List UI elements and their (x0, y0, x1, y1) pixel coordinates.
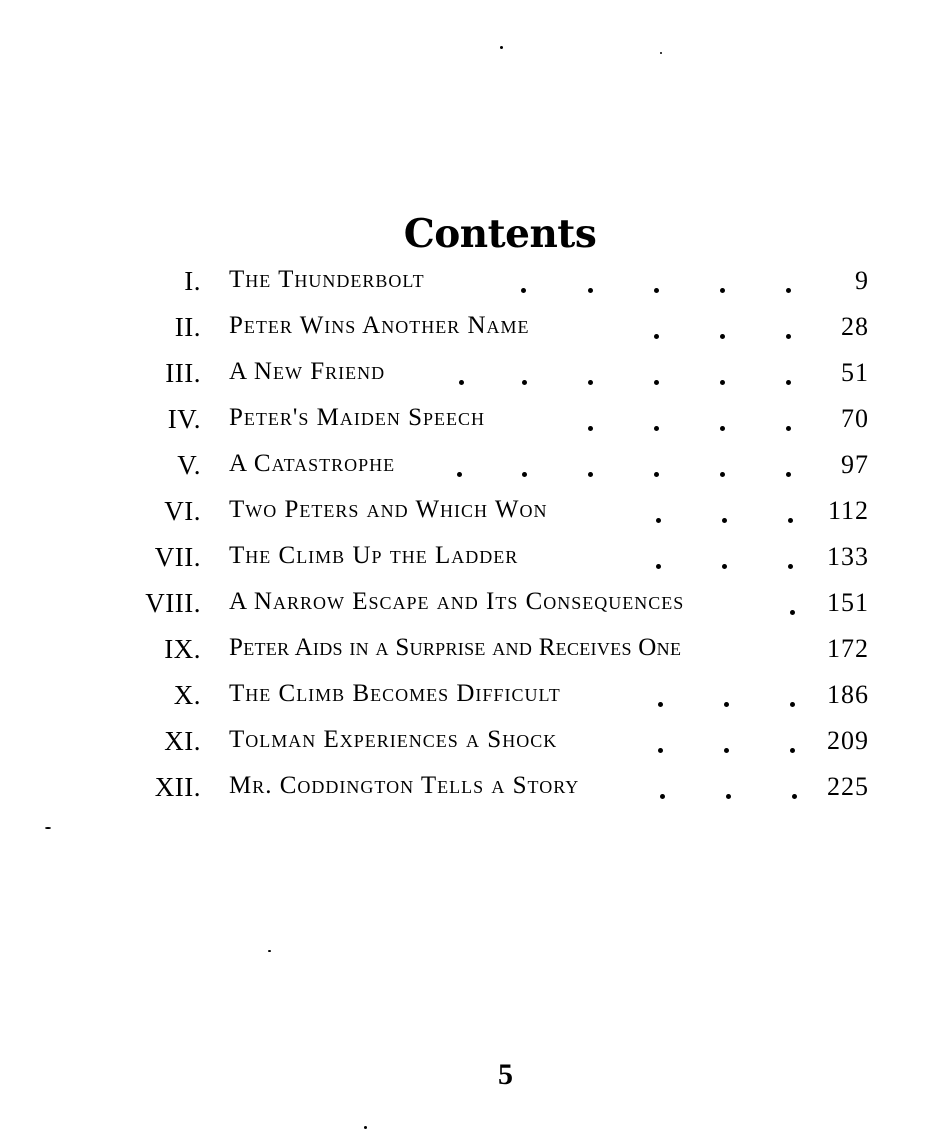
toc-entry (0, 308, 939, 354)
page-number: 51 (841, 358, 869, 387)
chapter-title: The Climb Becomes Difficult (229, 680, 561, 707)
toc-entry (0, 630, 939, 676)
chapter-number: XII. (154, 772, 201, 802)
chapter-title: A New Friend (229, 358, 386, 385)
chapter-title: Peter Wins Another Name (229, 312, 530, 339)
chapter-title: The Climb Up the Ladder (229, 542, 519, 569)
toc-entry (0, 492, 939, 538)
chapter-number: IX. (164, 634, 201, 664)
chapter-number: X. (173, 680, 201, 710)
table-of-contents (0, 262, 939, 814)
chapter-title: Peter's Maiden Speech (229, 404, 486, 431)
chapter-number: II. (174, 312, 201, 342)
page-number: 151 (827, 588, 869, 617)
paper-speck (268, 950, 271, 952)
paper-speck (660, 52, 662, 54)
chapter-title: A Catastrophe (229, 450, 396, 477)
chapter-number: VII. (154, 542, 201, 572)
toc-entry (0, 400, 939, 446)
toc-entry (0, 768, 939, 814)
chapter-number: XI. (164, 726, 201, 756)
page-number: 186 (827, 680, 869, 709)
chapter-number: I. (184, 266, 201, 296)
page-number: 133 (827, 542, 869, 571)
toc-entry (0, 262, 939, 308)
chapter-number: VI. (164, 496, 201, 526)
chapter-number: IV. (167, 404, 201, 434)
chapter-title: A Narrow Escape and Its Consequences (229, 588, 685, 615)
page-number: 9 (855, 266, 869, 295)
page-number: 112 (827, 496, 869, 525)
chapter-title: Tolman Experiences a Shock (229, 726, 558, 753)
paper-speck (500, 46, 503, 49)
page-number: 28 (841, 312, 869, 341)
toc-entry (0, 722, 939, 768)
toc-entry (0, 584, 939, 630)
toc-entry (0, 354, 939, 400)
chapter-title: Mr. Coddington Tells a Story (229, 772, 580, 799)
page-number: 97 (841, 450, 869, 479)
page-number: 209 (827, 726, 869, 755)
toc-entry (0, 446, 939, 492)
chapter-title: Peter Aids in a Surprise and Receives One (229, 634, 682, 661)
paper-speck (364, 1126, 367, 1129)
page-number: 172 (827, 634, 869, 663)
chapter-number: V. (177, 450, 201, 480)
chapter-number: VIII. (145, 588, 201, 618)
page-number: 225 (827, 772, 869, 801)
chapter-title: The Thunderbolt (229, 266, 425, 293)
toc-entry (0, 538, 939, 584)
chapter-title: Two Peters and Which Won (229, 496, 548, 523)
paper-speck (45, 827, 51, 829)
page-folio: 5 (498, 1058, 513, 1091)
chapter-number: III. (165, 358, 201, 388)
page-title: Contents (403, 211, 597, 258)
toc-entry (0, 676, 939, 722)
page-number: 70 (841, 404, 869, 433)
